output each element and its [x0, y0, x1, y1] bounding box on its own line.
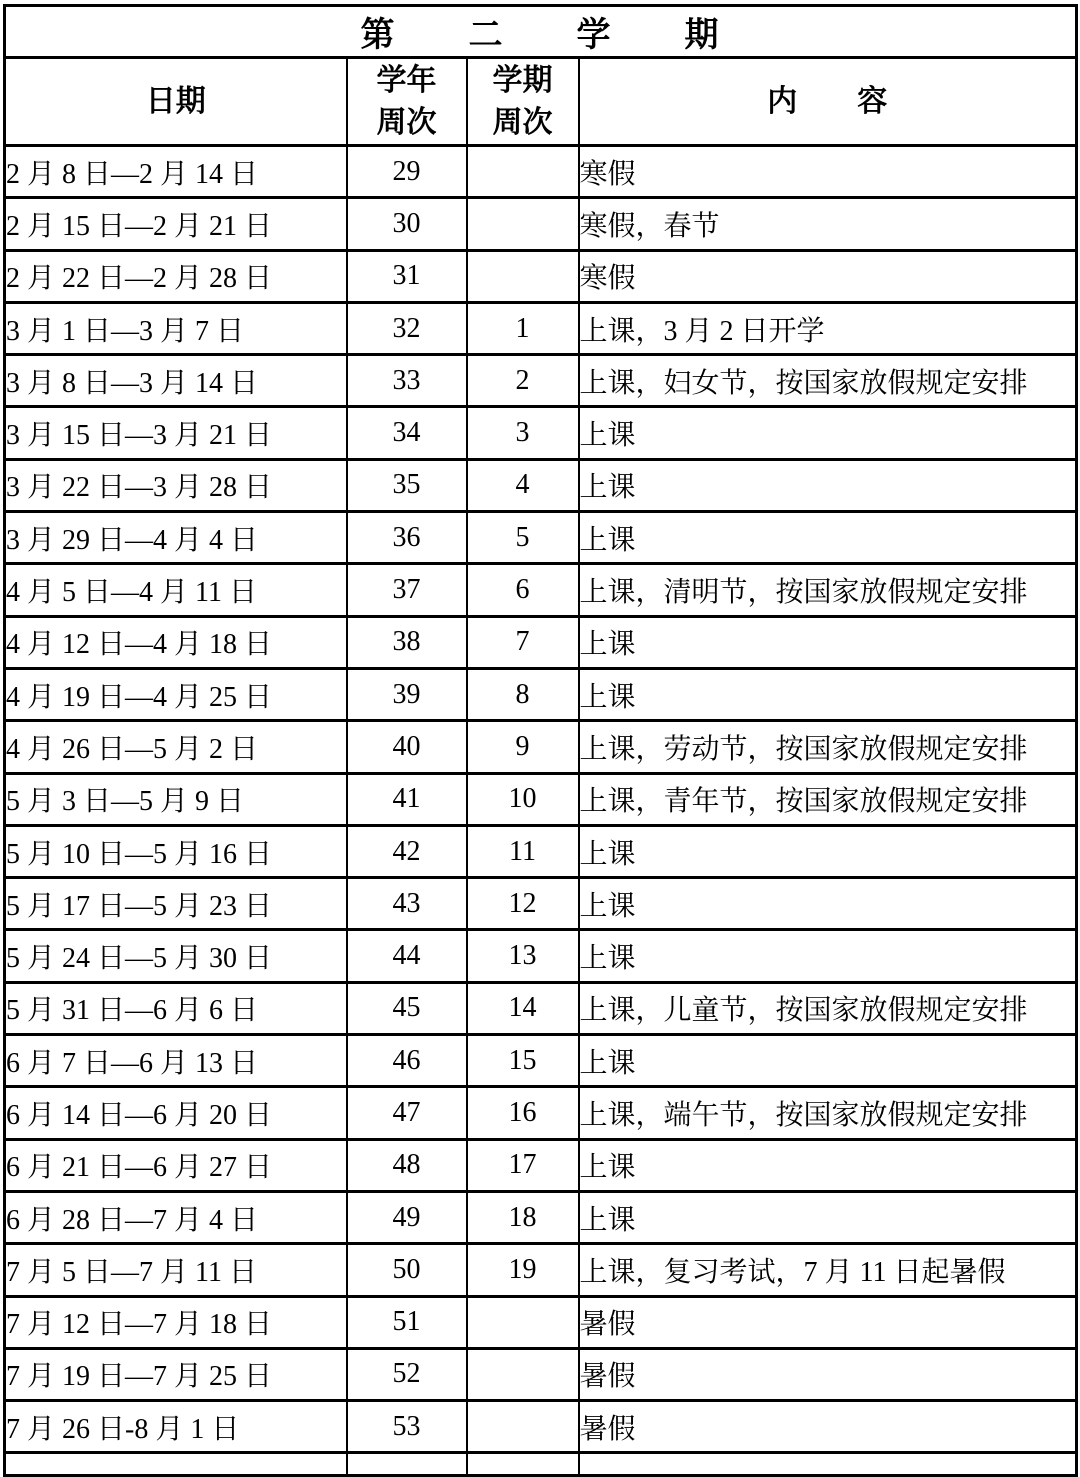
date-cell: 6 月 21 日—6 月 27 日 [5, 1139, 347, 1191]
semester-week-cell: 18 [467, 1191, 579, 1243]
table-row [5, 930, 1077, 982]
semester-week-cell: 17 [467, 1139, 579, 1191]
content-cell: 上课，青年节，按国家放假规定安排 [579, 773, 1077, 825]
semester-week-cell: 14 [467, 982, 579, 1034]
content-cell: 暑假 [579, 1296, 1077, 1348]
year-week-cell: 52 [347, 1348, 467, 1400]
date-cell: 3 月 8 日—3 月 14 日 [5, 355, 347, 407]
year-week-cell: 30 [347, 198, 467, 250]
semester-week-cell: 1 [467, 302, 579, 354]
semester-week-cell [467, 1401, 579, 1453]
table-row [5, 721, 1077, 773]
year-week-cell: 53 [347, 1401, 467, 1453]
date-cell: 5 月 31 日—6 月 6 日 [5, 982, 347, 1034]
table-row [5, 1296, 1077, 1348]
year-week-cell: 45 [347, 982, 467, 1034]
table-row [5, 355, 1077, 407]
semester-week-line2: 周次 [492, 105, 553, 139]
content-cell: 上课，儿童节，按国家放假规定安排 [579, 982, 1077, 1034]
date-cell: 2 月 22 日—2 月 28 日 [5, 250, 347, 302]
semester-week-cell: 3 [467, 407, 579, 459]
content-cell: 上课 [579, 668, 1077, 720]
year-week-cell: 46 [347, 1035, 467, 1087]
semester-week-cell: 8 [467, 668, 579, 720]
table-row [5, 512, 1077, 564]
table-body [5, 146, 1077, 1453]
content-cell: 上课，端午节，按国家放假规定安排 [579, 1087, 1077, 1139]
col-header-year-week [347, 58, 467, 146]
semester-week-cell: 9 [467, 721, 579, 773]
date-cell [5, 1453, 347, 1476]
table-row [5, 1191, 1077, 1243]
partial-row [5, 1453, 1077, 1476]
partial-row-body [5, 1453, 1077, 1476]
date-cell: 5 月 24 日—5 月 30 日 [5, 930, 347, 982]
year-week-cell: 50 [347, 1244, 467, 1296]
table-row [5, 459, 1077, 511]
year-week-cell: 34 [347, 407, 467, 459]
year-week-cell: 49 [347, 1191, 467, 1243]
content-cell: 暑假 [579, 1401, 1077, 1453]
date-cell: 7 月 19 日—7 月 25 日 [5, 1348, 347, 1400]
content-cell: 寒假，春节 [579, 198, 1077, 250]
content-cell: 暑假 [579, 1348, 1077, 1400]
table-row [5, 1244, 1077, 1296]
document-page [0, 4, 1080, 1445]
year-week-cell: 29 [347, 146, 467, 198]
date-cell: 6 月 14 日—6 月 20 日 [5, 1087, 347, 1139]
content-cell: 上课 [579, 825, 1077, 877]
content-cell: 上课 [579, 1035, 1077, 1087]
date-cell: 6 月 7 日—6 月 13 日 [5, 1035, 347, 1087]
content-cell: 寒假 [579, 250, 1077, 302]
semester-week-cell: 19 [467, 1244, 579, 1296]
col-header-semester-week [467, 58, 579, 146]
semester-week-cell: 10 [467, 773, 579, 825]
table-row [5, 825, 1077, 877]
year-week-cell: 38 [347, 616, 467, 668]
semester-title: 第 二 学 期 [5, 6, 1077, 58]
semester-week-cell: 16 [467, 1087, 579, 1139]
content-cell: 上课 [579, 512, 1077, 564]
table-row [5, 198, 1077, 250]
date-cell: 3 月 15 日—3 月 21 日 [5, 407, 347, 459]
date-cell: 3 月 22 日—3 月 28 日 [5, 459, 347, 511]
table-row [5, 407, 1077, 459]
semester-week-line1: 学期 [492, 63, 553, 97]
content-cell: 上课 [579, 930, 1077, 982]
table-row [5, 302, 1077, 354]
semester-week-cell [467, 198, 579, 250]
semester-week-cell [467, 1296, 579, 1348]
date-cell: 4 月 19 日—4 月 25 日 [5, 668, 347, 720]
table-row [5, 564, 1077, 616]
date-cell: 4 月 12 日—4 月 18 日 [5, 616, 347, 668]
semester-week-cell [467, 146, 579, 198]
table-row [5, 146, 1077, 198]
semester-week-cell [467, 250, 579, 302]
date-cell: 5 月 3 日—5 月 9 日 [5, 773, 347, 825]
table-row [5, 1139, 1077, 1191]
year-week-cell: 48 [347, 1139, 467, 1191]
year-week-cell: 41 [347, 773, 467, 825]
content-cell: 上课 [579, 1139, 1077, 1191]
content-cell [579, 1453, 1077, 1476]
year-week-cell: 33 [347, 355, 467, 407]
date-cell: 5 月 10 日—5 月 16 日 [5, 825, 347, 877]
date-cell: 2 月 15 日—2 月 21 日 [5, 198, 347, 250]
date-cell: 5 月 17 日—5 月 23 日 [5, 878, 347, 930]
semester-calendar-table [3, 4, 1078, 1477]
semester-week-cell: 12 [467, 878, 579, 930]
year-week-cell: 37 [347, 564, 467, 616]
content-cell: 上课 [579, 407, 1077, 459]
table-row [5, 773, 1077, 825]
table-title-row [5, 6, 1077, 58]
year-week-cell: 36 [347, 512, 467, 564]
year-week-line1: 学年 [376, 63, 437, 97]
table-row [5, 668, 1077, 720]
year-week-cell: 35 [347, 459, 467, 511]
semester-week-cell: 13 [467, 930, 579, 982]
table-row [5, 616, 1077, 668]
semester-week-cell: 15 [467, 1035, 579, 1087]
content-cell: 上课，复习考试，7 月 11 日起暑假 [579, 1244, 1077, 1296]
semester-week-cell: 4 [467, 459, 579, 511]
content-cell: 上课 [579, 878, 1077, 930]
semester-week-cell [467, 1348, 579, 1400]
table-row [5, 1401, 1077, 1453]
content-cell: 上课，妇女节，按国家放假规定安排 [579, 355, 1077, 407]
year-week-cell: 44 [347, 930, 467, 982]
table-header-row [5, 58, 1077, 146]
table-row [5, 982, 1077, 1034]
table-row [5, 1087, 1077, 1139]
date-cell: 4 月 5 日—4 月 11 日 [5, 564, 347, 616]
year-week-cell: 43 [347, 878, 467, 930]
semester-week-cell: 7 [467, 616, 579, 668]
table-row [5, 878, 1077, 930]
date-cell: 6 月 28 日—7 月 4 日 [5, 1191, 347, 1243]
col-header-date: 日期 [5, 58, 347, 146]
date-cell: 3 月 1 日—3 月 7 日 [5, 302, 347, 354]
date-cell: 2 月 8 日—2 月 14 日 [5, 146, 347, 198]
date-cell: 7 月 5 日—7 月 11 日 [5, 1244, 347, 1296]
table-row [5, 250, 1077, 302]
table-row [5, 1035, 1077, 1087]
table-row [5, 1348, 1077, 1400]
semester-week-cell: 11 [467, 825, 579, 877]
semester-week-cell: 2 [467, 355, 579, 407]
semester-week-cell: 6 [467, 564, 579, 616]
year-week-cell: 39 [347, 668, 467, 720]
content-cell: 上课 [579, 459, 1077, 511]
semester-week-cell [467, 1453, 579, 1476]
date-cell: 7 月 26 日-8 月 1 日 [5, 1401, 347, 1453]
date-cell: 4 月 26 日—5 月 2 日 [5, 721, 347, 773]
year-week-cell: 32 [347, 302, 467, 354]
year-week-cell: 42 [347, 825, 467, 877]
content-cell: 上课 [579, 616, 1077, 668]
content-cell: 上课，清明节，按国家放假规定安排 [579, 564, 1077, 616]
col-header-content: 内 容 [579, 58, 1077, 146]
year-week-cell: 51 [347, 1296, 467, 1348]
date-cell: 3 月 29 日—4 月 4 日 [5, 512, 347, 564]
content-cell: 上课 [579, 1191, 1077, 1243]
semester-week-cell: 5 [467, 512, 579, 564]
year-week-cell [347, 1453, 467, 1476]
year-week-line2: 周次 [376, 105, 437, 139]
year-week-cell: 31 [347, 250, 467, 302]
content-cell: 上课，3 月 2 日开学 [579, 302, 1077, 354]
year-week-cell: 40 [347, 721, 467, 773]
content-cell: 寒假 [579, 146, 1077, 198]
date-cell: 7 月 12 日—7 月 18 日 [5, 1296, 347, 1348]
content-cell: 上课，劳动节，按国家放假规定安排 [579, 721, 1077, 773]
year-week-cell: 47 [347, 1087, 467, 1139]
